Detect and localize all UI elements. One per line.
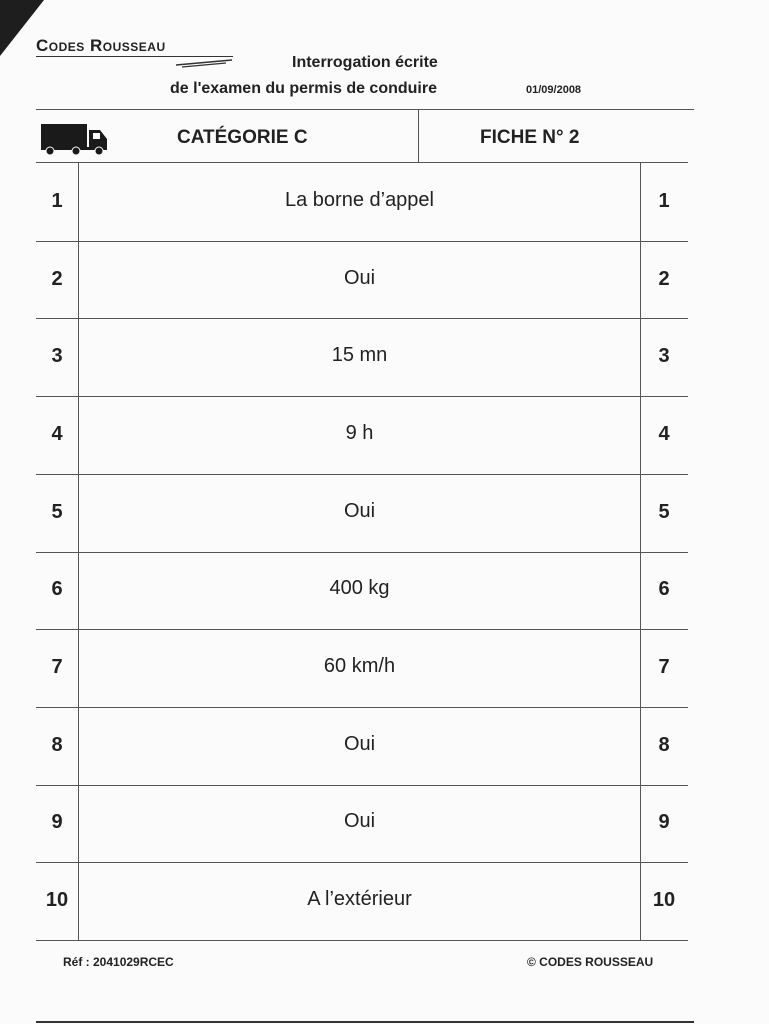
brand-swoosh-icon: [174, 58, 234, 68]
question-number-left: 1: [51, 189, 63, 212]
question-number-right: 7: [658, 656, 670, 679]
page-bottom-rule: [36, 1021, 694, 1023]
question-number-left: 8: [51, 733, 63, 756]
row-divider: [36, 318, 688, 319]
document-title: Interrogation écrite: [292, 54, 438, 71]
question-number-right: 8: [658, 733, 670, 756]
sheet-number-label: FICHE N° 2: [480, 127, 580, 148]
row-divider: [36, 707, 688, 708]
brand-logo: [36, 36, 166, 56]
question-number-left: 3: [51, 345, 63, 368]
question-number-left: 6: [51, 578, 63, 601]
answer-text: 15 mn: [331, 344, 388, 367]
answer-text: La borne d’appel: [284, 188, 434, 211]
reference-code: Réf : 2041029RCEC: [63, 955, 174, 969]
row-divider: [36, 241, 688, 242]
row-divider: [36, 785, 688, 786]
question-number-right: 5: [658, 500, 670, 523]
question-number-right: 6: [658, 578, 670, 601]
question-number-left: 4: [51, 422, 63, 445]
answer-text: 400 kg: [329, 577, 390, 600]
row-divider: [36, 940, 688, 941]
header-divider: [418, 110, 419, 162]
document-subtitle: de l'examen du permis de conduire: [170, 80, 437, 97]
category-label: CATÉGORIE C: [177, 127, 308, 148]
question-number-right: 10: [652, 889, 676, 912]
question-number-right: 9: [658, 811, 670, 834]
question-number-right: 2: [658, 267, 670, 290]
header-bottom-rule: [36, 162, 688, 163]
answer-text: A l’extérieur: [307, 888, 412, 911]
question-number-right: 1: [658, 189, 670, 212]
question-number-left: 5: [51, 500, 63, 523]
header-top-rule: [36, 109, 694, 110]
question-number-left: 9: [51, 811, 63, 834]
row-divider: [36, 396, 688, 397]
question-number-left: 7: [51, 656, 63, 679]
answer-text: Oui: [343, 732, 376, 755]
row-divider: [36, 474, 688, 475]
answer-text: 9 h: [345, 421, 374, 444]
row-divider: [36, 629, 688, 630]
answer-text: Oui: [343, 266, 376, 289]
answer-text: 60 km/h: [323, 655, 396, 678]
question-number-left: 10: [45, 889, 69, 912]
question-number-right: 3: [658, 345, 670, 368]
brand-name: Codes Rousseau: [36, 36, 166, 55]
row-divider: [36, 552, 688, 553]
copyright-notice: © CODES ROUSSEAU: [527, 955, 654, 969]
brand-underline: [36, 56, 233, 57]
document-date: 01/09/2008: [526, 84, 582, 96]
truck-icon: [40, 122, 110, 156]
answer-text: Oui: [343, 810, 376, 833]
answer-text: Oui: [343, 499, 376, 522]
question-number-left: 2: [51, 267, 63, 290]
question-number-right: 4: [658, 422, 670, 445]
row-divider: [36, 862, 688, 863]
